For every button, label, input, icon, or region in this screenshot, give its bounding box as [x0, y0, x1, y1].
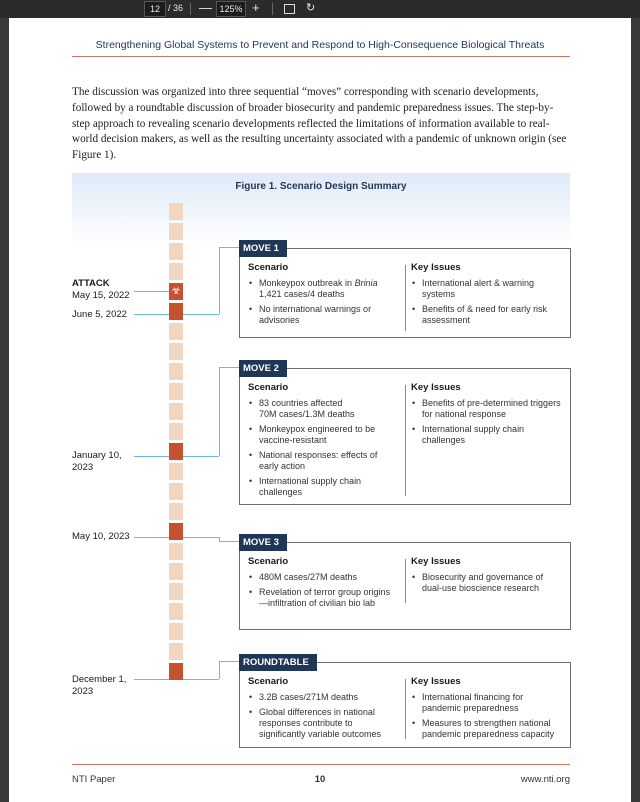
move-2-box — [239, 363, 571, 505]
list-item: • 3.2B cases/271M deaths — [248, 692, 398, 703]
list-item: • No international warnings or advisories — [248, 304, 398, 326]
date-may-2023: May 10, 2023 — [72, 531, 130, 542]
roundtable-tag: ROUNDTABLE — [239, 654, 317, 671]
connector-line — [183, 537, 219, 538]
intro-paragraph: The discussion was organized into three sequential “moves” corresponding with scenario developments, followed by a roundtable discussion of broader biosecurity and pandemic preparedness issues. The step-by-step approach to revealing scenario developments reflected the limitations of information available to real-world decision makers, as well as the resulting uncertainty associated with a pandemic of unknown origin (see Figure 1). — [72, 86, 567, 162]
scenario-heading: Scenario — [248, 382, 289, 393]
document-page — [9, 18, 631, 802]
column-divider — [405, 559, 406, 603]
connector-line — [219, 367, 239, 368]
scenario-text: 70M cases/1.3M deaths — [259, 409, 355, 419]
toolbar-divider — [272, 3, 273, 15]
date-january-2023: January 10, 2023 — [72, 450, 122, 473]
timeline-segment — [169, 543, 183, 560]
timeline-segment — [169, 323, 183, 340]
connector-line — [134, 679, 169, 680]
connector-line — [219, 541, 239, 542]
scenario-text: Monkeypox outbreak in — [259, 278, 355, 288]
move-1-scenario — [248, 262, 398, 330]
list-item: • Benefits of pre-determined triggers for national response — [411, 398, 561, 420]
timeline-segment — [169, 343, 183, 360]
zoom-level-input[interactable]: 125% — [216, 1, 246, 17]
list-item: • International alert & warning systems — [411, 278, 561, 300]
timeline-segment — [169, 403, 183, 420]
footer-left: NTI Paper — [72, 774, 116, 785]
timeline-segment — [169, 503, 183, 520]
scenario-heading: Scenario — [248, 676, 289, 687]
connector-line — [183, 456, 219, 457]
footer-url: www.nti.org — [520, 774, 570, 785]
scenario-text: 1,421 cases/4 deaths — [259, 289, 345, 299]
scenario-heading: Scenario — [248, 556, 289, 567]
list-item: • International supply chain challenges — [248, 476, 398, 498]
connector-line — [134, 456, 169, 457]
timeline-marker — [169, 303, 183, 320]
list-item — [248, 278, 398, 300]
connector-line — [219, 367, 220, 456]
connector-line — [219, 247, 239, 248]
move-3-issues — [411, 556, 561, 598]
biohazard-icon: ☣ — [171, 285, 181, 297]
page-total: / 36 — [168, 3, 184, 13]
zoom-out-button[interactable]: — — [199, 0, 212, 15]
move-2-tag: MOVE 2 — [239, 360, 287, 377]
list-item: • Revelation of terror group origins—infiltration of civilian bio lab — [248, 587, 398, 609]
list-item: • International financing for pandemic preparedness — [411, 692, 561, 714]
list-item: • Global differences in national responses contribute to significantly variable outcomes — [248, 707, 398, 740]
move-1-box — [239, 243, 571, 338]
fit-page-icon[interactable] — [284, 4, 295, 14]
connector-line — [219, 247, 220, 314]
footer-rule — [72, 764, 570, 765]
connector-line — [134, 537, 169, 538]
list-item: • International supply chain challenges — [411, 424, 561, 446]
timeline-segment — [169, 203, 183, 220]
list-item: • National responses: effects of early action — [248, 450, 398, 472]
move-1-issues — [411, 262, 561, 330]
issues-heading: Key Issues — [411, 556, 461, 567]
timeline-segment — [169, 623, 183, 640]
timeline-segment — [169, 243, 183, 260]
column-divider — [405, 385, 406, 496]
roundtable-scenario — [248, 676, 398, 744]
issues-heading: Key Issues — [411, 382, 461, 393]
timeline-marker — [169, 663, 183, 680]
timeline-segment — [169, 263, 183, 280]
scenario-country: Brinia — [354, 278, 378, 288]
timeline-bar — [169, 203, 183, 690]
column-divider — [405, 265, 406, 331]
timeline-segment — [169, 463, 183, 480]
timeline-segment — [169, 423, 183, 440]
roundtable-box — [239, 657, 571, 748]
timeline-segment — [169, 563, 183, 580]
connector-line — [183, 679, 219, 680]
timeline-segment — [169, 383, 183, 400]
connector-line — [219, 661, 220, 679]
issues-heading: Key Issues — [411, 676, 461, 687]
list-item: • Monkeypox engineered to be vaccine-resistant — [248, 424, 398, 446]
list-item: • Biosecurity and governance of dual-use bioscience research — [411, 572, 561, 594]
timeline-marker — [169, 443, 183, 460]
connector-line — [219, 661, 239, 662]
header-rule — [72, 56, 570, 57]
timeline-segment — [169, 583, 183, 600]
timeline-segment — [169, 223, 183, 240]
date-june-2022: June 5, 2022 — [72, 309, 127, 320]
zoom-in-button[interactable]: + — [252, 0, 260, 15]
move-2-scenario — [248, 382, 398, 502]
move-3-box — [239, 537, 571, 630]
column-divider — [405, 679, 406, 739]
move-2-issues — [411, 382, 561, 450]
connector-line — [134, 314, 169, 315]
figure-title: Figure 1. Scenario Design Summary — [235, 181, 407, 192]
attack-date: May 15, 2022 — [72, 290, 130, 301]
issues-heading: Key Issues — [411, 262, 461, 273]
timeline-segment — [169, 603, 183, 620]
list-item — [248, 398, 398, 420]
connector-line — [183, 314, 219, 315]
connector-line — [134, 291, 169, 292]
move-1-tag: MOVE 1 — [239, 240, 287, 257]
timeline-segment — [169, 363, 183, 380]
list-item: • Benefits of & need for early risk assessment — [411, 304, 561, 326]
running-head: Strengthening Global Systems to Prevent and Respond to High-Consequence Biological Threats — [95, 39, 545, 51]
rotate-icon[interactable]: ↻ — [306, 2, 316, 14]
timeline-marker — [169, 523, 183, 540]
scenario-text: 83 countries affected — [259, 398, 343, 408]
timeline-segment — [169, 643, 183, 660]
toolbar-divider — [190, 3, 191, 15]
timeline-segment — [169, 483, 183, 500]
footer-page-number: 10 — [314, 774, 326, 785]
move-3-scenario — [248, 556, 398, 613]
page-number-input[interactable]: 12 — [144, 1, 166, 17]
roundtable-issues — [411, 676, 561, 744]
list-item: • 480M cases/27M deaths — [248, 572, 398, 583]
date-december-2023: December 1, 2023 — [72, 674, 127, 697]
move-3-tag: MOVE 3 — [239, 534, 287, 551]
attack-label: ATTACK — [72, 278, 110, 289]
scenario-heading: Scenario — [248, 262, 289, 273]
viewer-toolbar — [0, 0, 640, 18]
list-item: • Measures to strengthen national pandemic preparedness capacity — [411, 718, 561, 740]
